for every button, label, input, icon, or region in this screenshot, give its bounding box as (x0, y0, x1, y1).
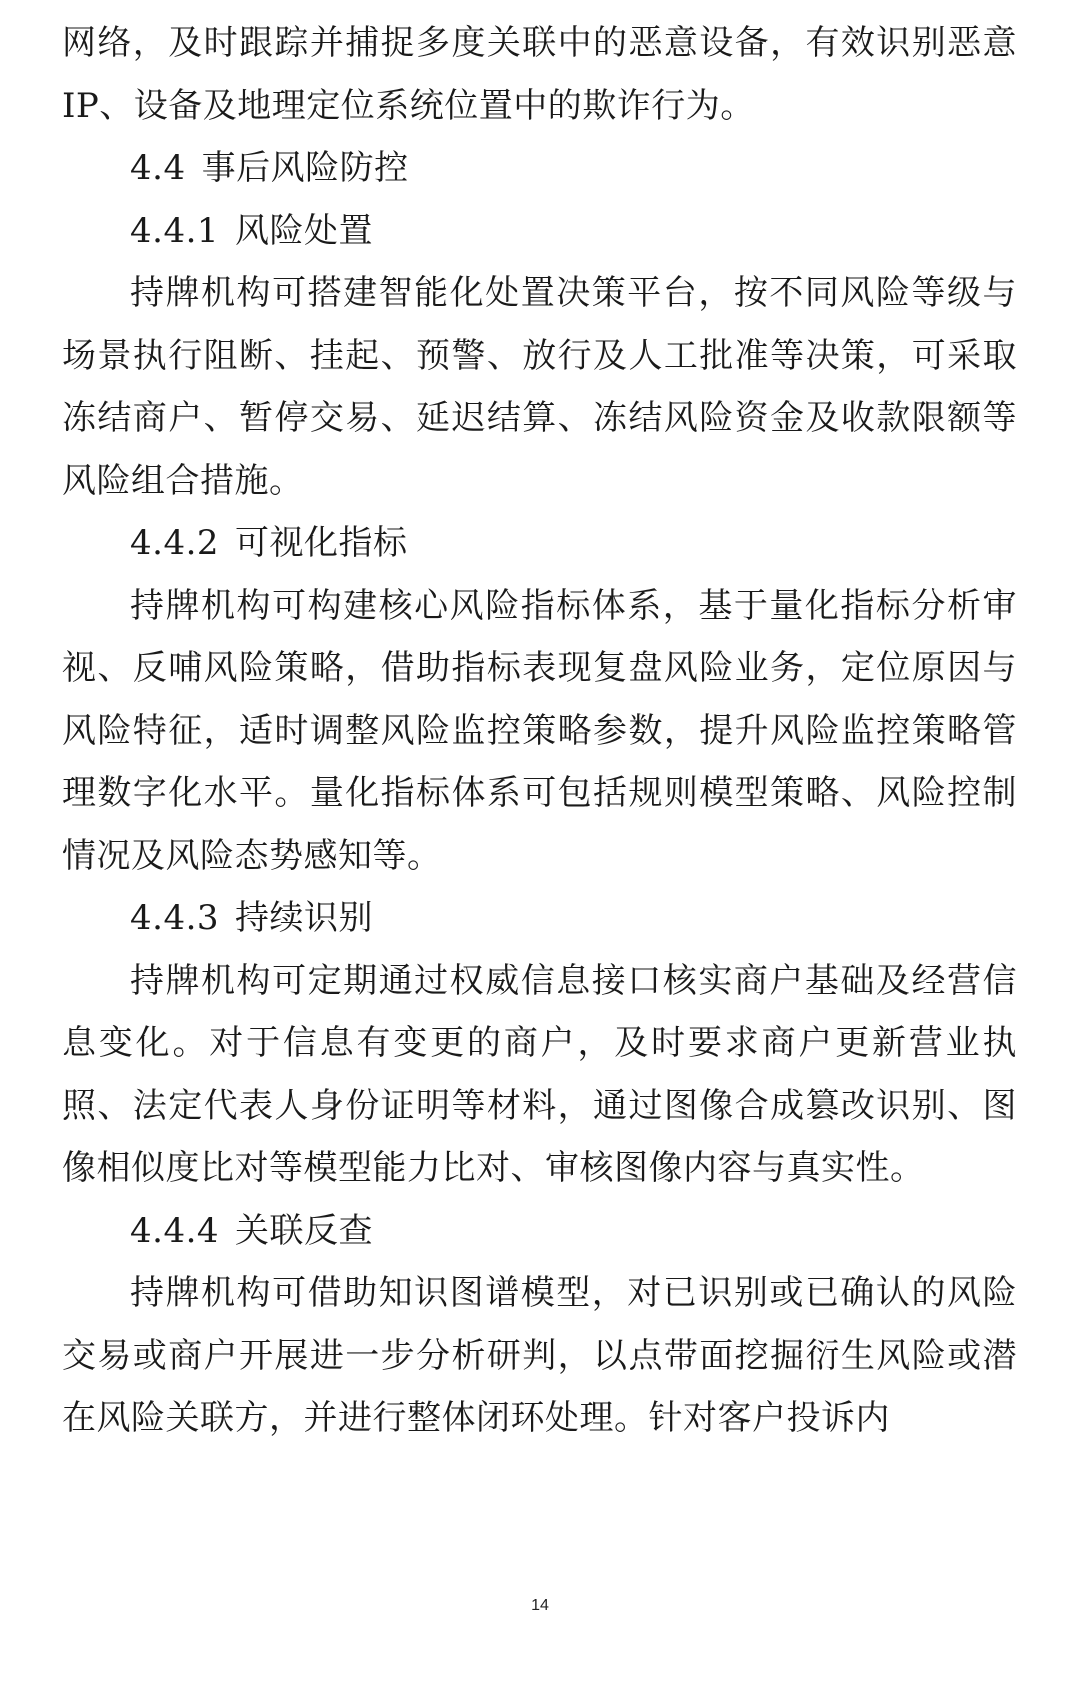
page-number: 14 (531, 1597, 549, 1614)
section-number: 4.4.3 (130, 898, 220, 938)
document-page (62, 12, 1017, 1450)
paragraph-visual-indicators: 持牌机构可构建核心风险指标体系，基于量化指标分析审视、反哺风险策略，借助指标表现复盘风险业务，定位原因与风险特征，适时调整风险监控策略参数，提升风险监控策略管理数字化水平。量化指标体系可包括规则模型策略、风险控制情况及风险态势感知等。 (62, 585, 1017, 876)
section-heading-4-4-4 (62, 1200, 1017, 1263)
section-title: 持续识别 (235, 898, 374, 938)
section-number: 4.4.4 (130, 1210, 220, 1251)
paragraph-risk-disposal: 持牌机构可搭建智能化处置决策平台，按不同风险等级与场景执行阻断、挂起、预警、放行及人工批准等决策，可采取冻结商户、暂停交易、延迟结算、冻结风险资金及收款限额等风险组合措施。 (62, 273, 1017, 501)
section-heading-4-4-1 (62, 200, 1017, 263)
paragraph-continuous-identification: 持牌机构可定期通过权威信息接口核实商户基础及经营信息变化。对于信息有变更的商户，及时要求商户更新营业执照、法定代表人身份证明等材料，通过图像合成篡改识别、图像相似度比对等模型能力比对、审核图像内容与真实性。 (62, 960, 1017, 1188)
section-heading-4-4 (62, 137, 1017, 200)
section-number: 4.4.2 (130, 523, 220, 563)
section-heading-4-4-2 (62, 512, 1017, 575)
section-title: 风险处置 (235, 210, 374, 251)
paragraph-continued: 网络，及时跟踪并捕捉多度关联中的恶意设备，有效识别恶意 IP、设备及地理定位系统位置中的欺诈行为。 (62, 23, 1017, 126)
section-number: 4.4 (130, 148, 186, 188)
section-title: 关联反查 (235, 1210, 374, 1251)
section-heading-4-4-3 (62, 887, 1017, 950)
section-title: 可视化指标 (235, 523, 408, 563)
section-number: 4.4.1 (130, 210, 220, 251)
paragraph-association-review: 持牌机构可借助知识图谱模型，对已识别或已确认的风险交易或商户开展进一步分析研判，以点带面挖掘衍生风险或潜在风险关联方，并进行整体闭环处理。针对客户投诉内 (62, 1273, 1017, 1438)
section-title: 事后风险防控 (201, 148, 409, 188)
